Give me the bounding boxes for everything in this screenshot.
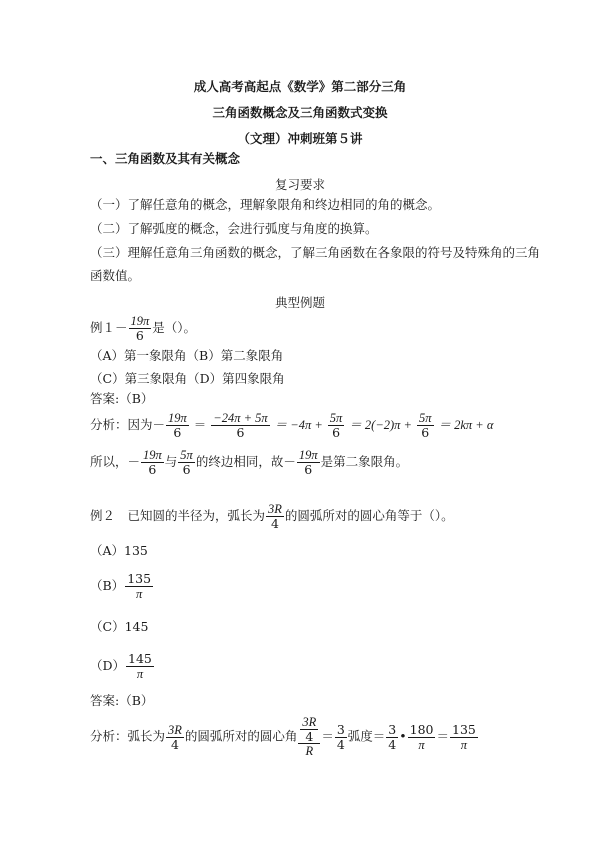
fraction: $\frac{145}{\pi}$ — [128, 651, 152, 681]
requirement-3a: （三）理解任意角三角函数的概念，了解三角函数在各象限的符号及特殊角的三角 — [90, 245, 541, 260]
example-2-option-c: （C）145 — [90, 619, 149, 634]
requirement-1: （一）了解任意角的概念，理解象限角和终边相同的角的概念。 — [90, 197, 441, 212]
fraction: $\frac{5\pi}{6}$ — [329, 411, 343, 440]
fraction: $\frac{19\pi}{6}$ — [298, 448, 318, 477]
fraction: $\frac{19\pi}{6}$ — [130, 314, 150, 343]
fraction: $\frac{135}{\pi}$ — [452, 721, 476, 752]
fraction: $\frac{3}{4}$ — [388, 721, 397, 752]
fraction: $\frac{-24\pi + 5\pi}{6}$ — [213, 411, 268, 440]
fraction: $\frac{180}{\pi}$ — [409, 721, 434, 752]
example-1-prefix: 例１－ — [90, 320, 128, 335]
doc-session: （文理）冲刺班第５讲 — [237, 131, 363, 146]
example-1-analysis: 分析：因为－ $\frac{19\pi}{6}$ ＝ $\frac{-24\pi + 5\pi}{6}$ ＝ −4π + $\frac{5\pi}{6}$ ＝ 2(−2)π + $\frac{5\pi}{6}$ ＝ 2kπ + α — [90, 411, 494, 440]
compound-fraction: $\frac{\frac{3R}{4}}{R}$ — [298, 716, 320, 758]
fraction: $\frac{3R}{4}$ — [268, 502, 282, 531]
example-1-suffix: 是（）。 — [152, 320, 197, 335]
example-1-options-cd: （C）第三象限角（D）第四象限角 — [90, 371, 285, 386]
fraction: $\frac{3R}{4}$ — [168, 722, 182, 752]
example-2-option-a: （A）135 — [90, 543, 148, 558]
fraction: $\frac{19\pi}{6}$ — [143, 448, 162, 477]
doc-title: 成人高考高起点《数学》第二部分三角 — [193, 79, 407, 94]
fraction: $\frac{5\pi}{6}$ — [180, 448, 193, 477]
examples-title: 典型例题 — [274, 295, 325, 310]
requirement-2: （二）了解弧度的概念，会进行弧度与角度的换算。 — [90, 221, 378, 236]
example-1-answer: 答案:（B） — [90, 391, 154, 406]
example-1-options-ab: （A）第一象限角（B）第二象限角 — [90, 348, 284, 363]
fraction: $\frac{135}{\pi}$ — [127, 571, 152, 601]
example-2-question: 例２ 已知圆的半径为，弧长为 $\frac{3R}{4}$ 的圆弧所对的圆心角等于（）。 — [90, 502, 454, 531]
example-2-option-b: （B） $\frac{135}{\pi}$ — [90, 571, 152, 601]
example-2-answer: 答案:（B） — [90, 693, 154, 708]
fraction: $\frac{3}{4}$ — [336, 721, 345, 752]
example-1-question — [90, 314, 540, 343]
example-2-option-d: （D） $\frac{145}{\pi}$ — [90, 651, 152, 681]
example-1-conclusion: 所以，－ $\frac{19\pi}{6}$ 与 $\frac{5\pi}{6}$ 的终边相同，故－ $\frac{19\pi}{6}$ 是第二象限角。 — [90, 448, 409, 477]
example-2-analysis: 分析：弧长为 $\frac{3R}{4}$ 的圆弧所对的圆心角 $\frac{\frac{3R}{4}}{R}$ ＝ $\frac{3}{4}$ 弧度＝ $\frac{3}{4}$ • $\frac{180}{\pi}$ ＝ $\frac{135}{\pi}$ — [90, 715, 476, 758]
fraction: $\frac{5\pi}{6}$ — [418, 411, 432, 440]
doc-subtitle: 三角函数概念及三角函数式变换 — [212, 105, 388, 120]
fraction: $\frac{19\pi}{6}$ — [168, 411, 187, 440]
requirement-3b: 函数值。 — [90, 268, 141, 283]
review-title: 复习要求 — [274, 177, 325, 192]
section-heading: 一、三角函数及其有关概念 — [90, 151, 241, 166]
